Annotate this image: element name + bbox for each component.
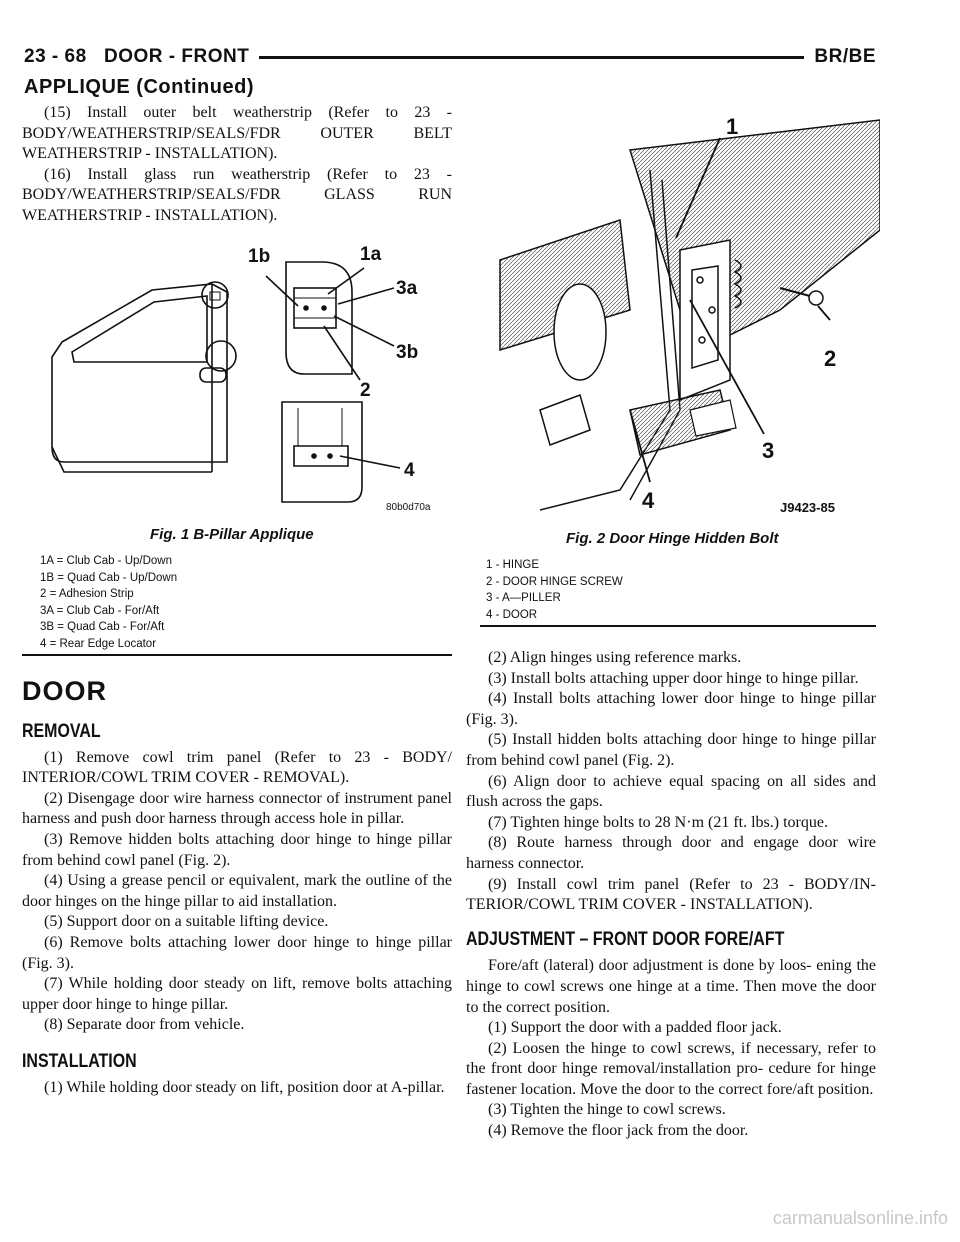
- legend-item: 1A = Club Cab - Up/Down: [40, 555, 172, 567]
- installation-step: (3) Install bolts attaching upper door hinge to hinge pillar.: [488, 669, 859, 687]
- door-left-column: [22, 722, 452, 1098]
- model-code: BR/BE: [804, 44, 876, 70]
- heading-adjustment: ADJUSTMENT – FRONT DOOR FORE/AFT: [466, 928, 785, 950]
- installation-step: (6) Align door to achieve equal spacing on all sides and flush across the gaps.: [466, 772, 876, 811]
- callout-4: 4: [404, 460, 415, 481]
- fig2-caption: [480, 530, 876, 627]
- installation-step: (4) Install bolts attaching lower door hinge to hinge pillar (Fig. 3).: [466, 690, 876, 728]
- hinge-screw-head: [809, 291, 823, 305]
- removal-step: (5) Support door on a suitable lifting device.: [44, 913, 329, 931]
- door-handle: [200, 368, 226, 382]
- leader-3b: [334, 316, 394, 346]
- callout-2: 2: [360, 380, 371, 401]
- legend-item: 2 - DOOR HINGE SCREW: [486, 575, 623, 588]
- callout-3a: 3a: [396, 278, 418, 299]
- installation-step: (2) Align hinges using reference marks.: [488, 649, 742, 666]
- applique-bracket: [294, 288, 336, 328]
- fig1-illustration: [22, 232, 454, 522]
- hinge-plate: [680, 240, 730, 400]
- leader-4: [340, 456, 400, 468]
- intro-step: (15) Install outer belt weatherstrip (Refer to 23 - BODY/WEATHERSTRIP/SEALS/FDR OUTER BELT WEATHERSTRIP - INSTALLATION).: [22, 104, 452, 163]
- removal-step: (4) Using a grease pencil or equivalent, mark the outline of the door hinges on the hinge pillar to aid installation.: [22, 872, 452, 910]
- callout-1a: 1a: [360, 244, 382, 265]
- callout-1b: 1b: [248, 246, 271, 267]
- legend-item: 3B = Quad Cab - For/Aft: [40, 621, 165, 633]
- installation-step: (5) Install hidden bolts attaching door hinge to hinge pillar from behind cowl panel (Fig. 2).: [466, 731, 876, 769]
- intro-step: (16) Install glass run weatherstrip (Refer to 23 - BODY/WEATHERSTRIP/SEALS/FDR GLASS RUN WEATHERSTRIP - INSTALLATION).: [22, 165, 452, 224]
- installation-step: (8) Route harness through door and engage door wire harness connector.: [466, 834, 876, 872]
- removal-step: (6) Remove bolts attaching lower door hinge to hinge pillar (Fig. 3).: [22, 933, 452, 972]
- legend-item: 4 = Rear Edge Locator: [40, 637, 157, 650]
- legend-item: 2 = Adhesion Strip: [40, 588, 134, 600]
- legend-item: 4 - DOOR: [486, 608, 538, 621]
- leader-2: [324, 326, 360, 380]
- fig2-legend: [480, 557, 876, 623]
- fig2-illustration: [480, 110, 880, 520]
- continued-title: APPLIQUE (Continued): [24, 76, 254, 98]
- callout-4: 4: [642, 488, 655, 513]
- legend-item: 3A = Club Cab - For/Aft: [40, 604, 160, 617]
- adjustment-step: (4) Remove the floor jack from the door.: [488, 1122, 749, 1140]
- callout-3: 3: [762, 438, 775, 463]
- heading-installation: INSTALLATION: [22, 1050, 137, 1072]
- adjustment-intro: Fore/aft (lateral) door adjustment is done by loos- ening the hinge to cowl screws one hinge at a time. Then move the door to the correct position.: [466, 957, 876, 1016]
- installation-step: (1) While holding door steady on lift, position door at A-pillar.: [44, 1078, 445, 1096]
- removal-step: (8) Separate door from vehicle.: [44, 1016, 245, 1034]
- leader-3a: [338, 288, 394, 304]
- section-title: DOOR - FRONT: [104, 46, 250, 67]
- removal-step: (7) While holding door steady on lift, remove bolts attaching upper door hinge to hinge pillar.: [22, 975, 452, 1013]
- legend-item: 3 - A—PILLER: [486, 592, 561, 604]
- leader-2: [818, 306, 830, 320]
- access-hole: [554, 284, 606, 380]
- watermark: carmanualsonline.info: [772, 1208, 948, 1228]
- fig2-title: Fig. 2 Door Hinge Hidden Bolt: [566, 530, 779, 547]
- page-header: [24, 44, 876, 74]
- detail-circle-lower: [206, 341, 236, 371]
- adjustment-step: (3) Tighten the hinge to cowl screws.: [488, 1101, 726, 1119]
- callout-3b: 3b: [396, 342, 419, 363]
- adjustment-step: (1) Support the door with a padded floor jack.: [488, 1019, 782, 1037]
- fig1-legend: [22, 553, 452, 652]
- fig1-code: 80b0d70a: [386, 502, 431, 513]
- removal-step: (3) Remove hidden bolts attaching door hinge to hinge pillar from behind cowl panel (Fig. 2).: [22, 830, 452, 869]
- adjustment-step: (2) Loosen the hinge to cowl screws, if necessary, refer to the front door hinge removal/installation pro- cedure for hinge fastener location. Move the door to the correct fore/aft position.: [466, 1039, 876, 1098]
- fig2-code: J9423-85: [780, 500, 835, 515]
- rear-edge-locator: [294, 446, 348, 466]
- removal-step: (2) Disengage door wire harness connector of instrument panel harness and push door harness through access hole in pillar.: [22, 789, 452, 828]
- heading-removal: REMOVAL: [22, 721, 101, 742]
- section-heading-door: DOOR: [22, 676, 107, 706]
- fig1-caption: [22, 526, 452, 656]
- callout-2: 2: [824, 346, 837, 371]
- legend-item: 1 - HINGE: [486, 559, 540, 571]
- fig1-title: Fig. 1 B-Pillar Applique: [150, 526, 314, 543]
- removal-step: (1) Remove cowl trim panel (Refer to 23 - BODY/ INTERIOR/COWL TRIM COVER - REMOVAL).: [22, 748, 452, 787]
- installation-step: (7) Tighten hinge bolts to 28 N·m (21 ft. lbs.) torque.: [488, 813, 828, 831]
- intro-steps: [22, 103, 452, 227]
- door-right-column: [466, 648, 876, 1142]
- installation-step: (9) Install cowl trim panel (Refer to 23 - BODY/IN- TERIOR/COWL TRIM COVER - INSTALLATION).: [466, 875, 876, 914]
- door-window: [72, 296, 207, 362]
- page-number: 23 - 68: [24, 46, 87, 67]
- callout-1: 1: [726, 114, 739, 139]
- legend-item: 1B = Quad Cab - Up/Down: [40, 571, 178, 584]
- header-page-section: [24, 44, 259, 70]
- cowl-panel: [630, 120, 880, 340]
